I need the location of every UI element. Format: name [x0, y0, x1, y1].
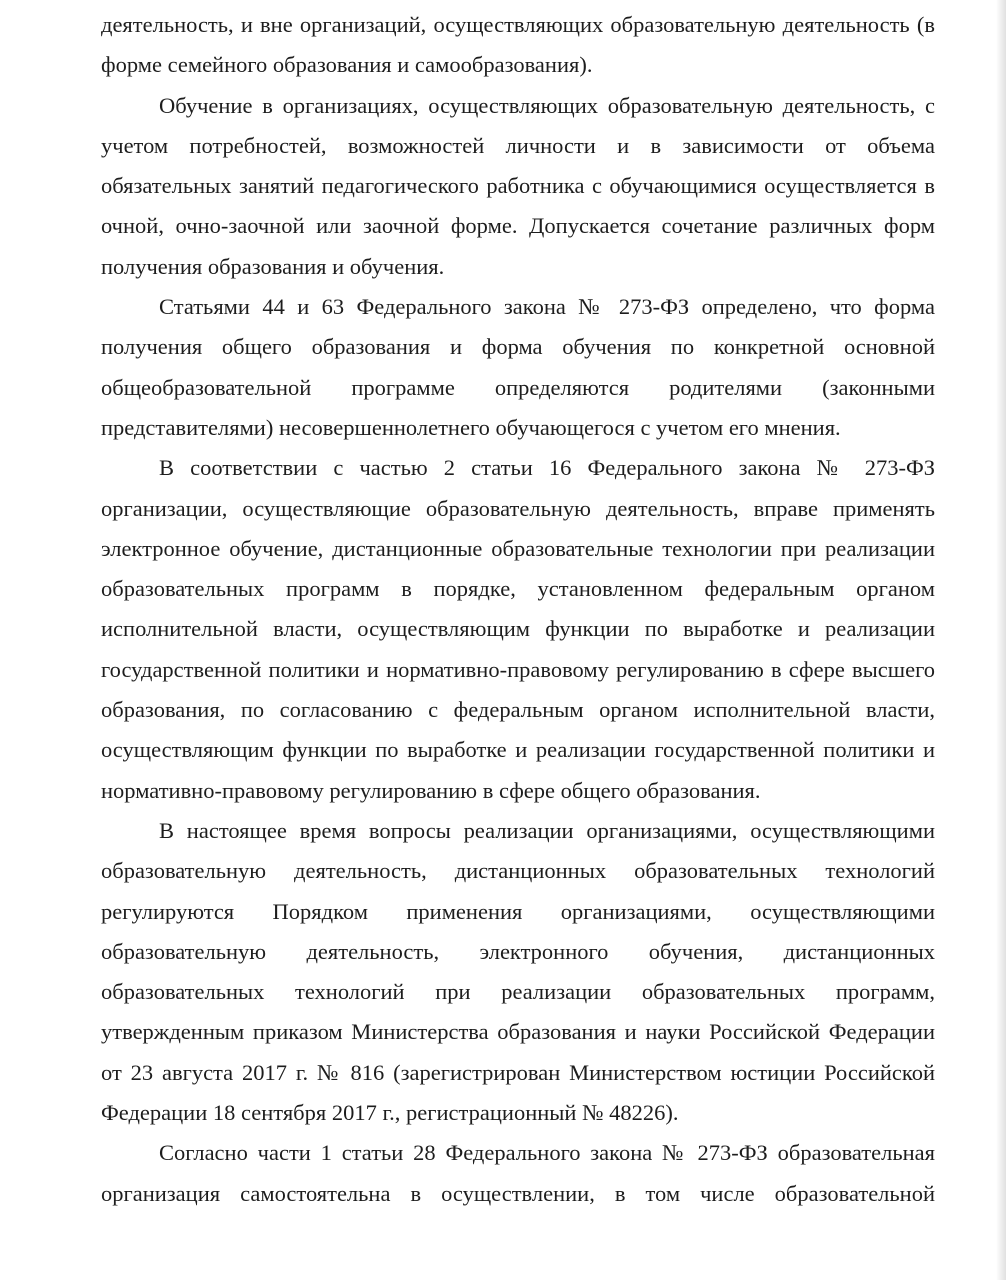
paragraph-2: Обучение в организациях, осуществляющих образовательную деятельность, с учетом потребностей, возможностей личности и в зависимости от объема обязательных занятий педагогического работника с обучающимися осуществляется в очной, очно-заочной или заочной форме. Допускается сочетание различных форм получения образования и обучения.: [101, 92, 935, 279]
document-body: [101, 5, 935, 1214]
paragraph-6: Согласно части 1 статьи 28 Федерального закона № 273-ФЗ образовательная организация самостоятельна в осуществлении, в том числе образовательной: [101, 1140, 935, 1206]
paragraph-3: Статьями 44 и 63 Федерального закона № 273-ФЗ определено, что форма получения общего образования и форма обучения по конкретной основной общеобразовательной программе определяются родителями (законными представителями) несовершеннолетнего обучающегося с учетом его мнения.: [101, 294, 935, 440]
paragraph-1: деятельность, и вне организаций, осуществляющих образовательную деятельность (в форме семейного образования и самообразования).: [101, 12, 935, 78]
paragraph-5: В настоящее время вопросы реализации организациями, осуществляющими образовательную деятельность, дистанционных образовательных технологий регулируются Порядком применения организациями, осуществляющими образовательную деятельность, электронного обучения, дистанционных образовательных технологий при реализации образовательных программ, утвержденным приказом Министерства образования и науки Российской Федерации от 23 августа 2017 г. № 816 (зарегистрирован Министерством юстиции Российской Федерации 18 сентября 2017 г., регистрационный № 48226).: [101, 817, 935, 1126]
paragraph-4: В соответствии с частью 2 статьи 16 Федерального закона № 273-ФЗ организации, осуществляющие образовательную деятельность, вправе применять электронное обучение, дистанционные образовательные технологии при реализации образовательных программ в порядке, установленном федеральным органом исполнительной власти, осуществляющим функции по выработке и реализации государственной политики и нормативно-правовому регулированию в сфере высшего образования, по согласованию с федеральным органом исполнительной власти, осуществляющим функции по выработке и реализации государственной политики и нормативно-правовому регулированию в сфере общего образования.: [101, 455, 935, 803]
